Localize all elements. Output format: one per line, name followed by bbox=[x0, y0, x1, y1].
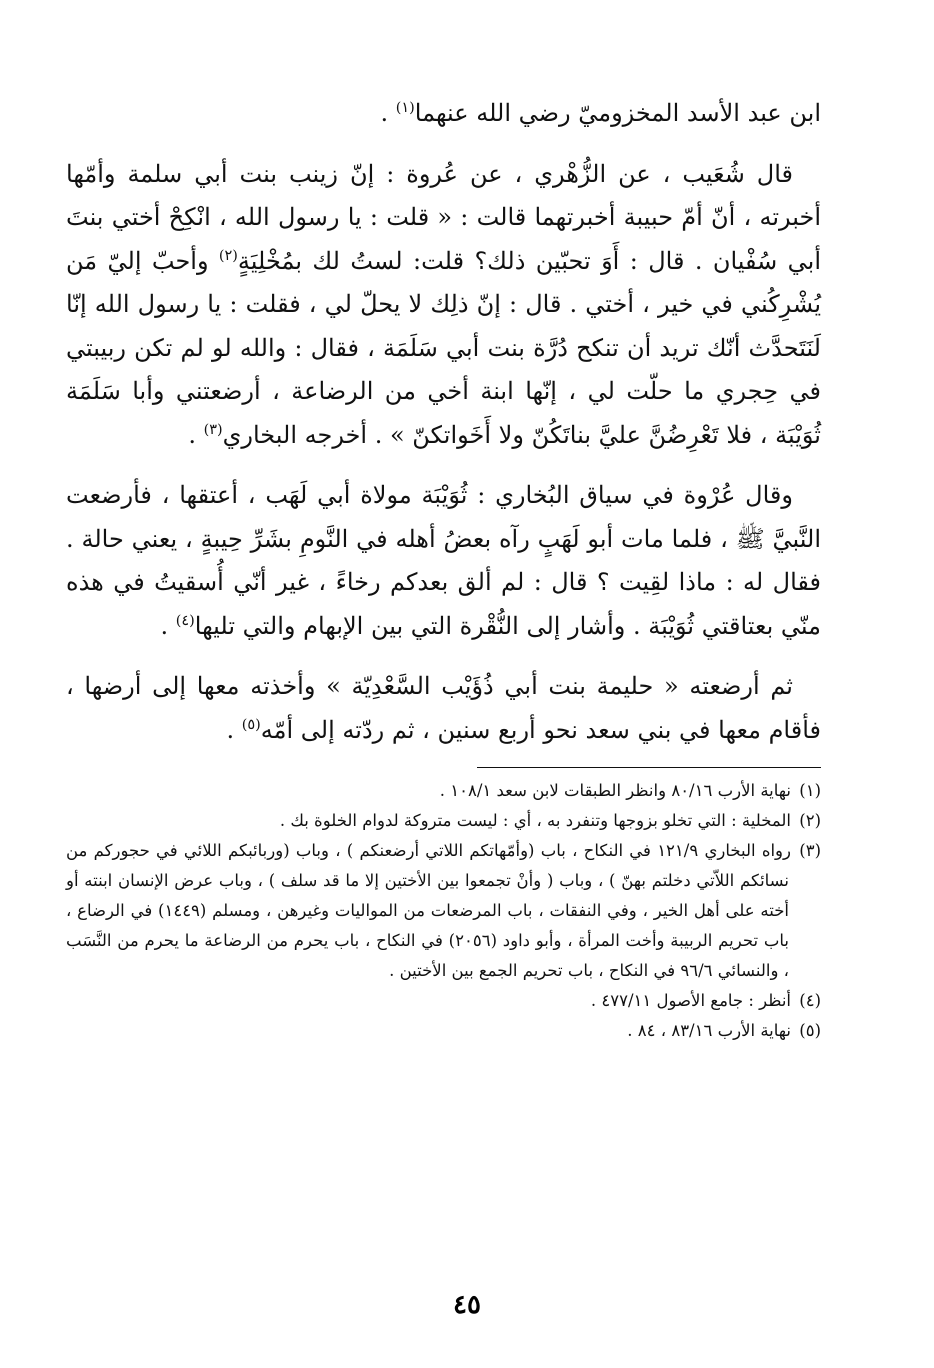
footnote bbox=[66, 836, 821, 986]
footnotes bbox=[66, 776, 821, 1046]
footnote-number: (٥) bbox=[799, 1021, 821, 1040]
footnote-reference[interactable]: (٣) bbox=[203, 421, 223, 438]
footnote bbox=[66, 806, 821, 836]
paragraph bbox=[66, 474, 821, 648]
paragraph-text: ابن عبد الأسد المخزوميّ رضي الله عنهما bbox=[414, 99, 821, 127]
paragraph-text: قال شُعَيب ، عن الزُّهْري ، عن عُروة : إنّ زينب بنت أبي سلمة وأمّها أخبرته ، أنّ أمّ حبيبة أخبرتهما قالت : « قلت : يا رسول الله ، انْكِحْ أختي بنتَ أبي سُفْيان . قال : أَوَ تحبّين ذلك؟ قلت: لستُ لك بمُخْلِيَةٍ bbox=[66, 159, 821, 275]
footnote-text: المخلية : التي تخلو بزوجها وتنفرد به ، أي : ليست متروكة لدوام الخلوة بك . bbox=[279, 811, 791, 830]
footnote-number: (١) bbox=[799, 781, 821, 800]
paragraph-text: . bbox=[226, 715, 242, 744]
footnote-separator bbox=[477, 767, 821, 768]
footnote-reference[interactable]: (١) bbox=[395, 100, 415, 116]
footnote bbox=[66, 776, 821, 806]
footnote-text: نهاية الأرب ٨٠/١٦ وانظر الطبقات لابن سعد ١٠٨/١ . bbox=[439, 781, 791, 800]
footnote-reference[interactable]: (٤) bbox=[175, 612, 195, 629]
paragraph-text: وقال عُرْوة في سياق البُخاري : ثُوَيْبَة مولاة أبي لَهَب ، أعتقها ، فأرضعت النَّبيَّ ﷺ ، فلما مات أبو لَهَبٍ رآه بعضُ أهله في النَّومِ بشَرِّ حِيبةٍ ، يعني حالة . فقال له : ماذا لقِيت ؟ قال : لم ألق بعدكم رخاءً ، غير أنّي أُسقيتُ في هذه منّي بعتاقتي ثُوَيْبَة . وأشار إلى النُّقْرة التي بين الإبهام والتي تليها bbox=[66, 481, 821, 640]
paragraph-text: . bbox=[380, 99, 396, 127]
footnote bbox=[66, 1016, 821, 1046]
footnote bbox=[66, 986, 821, 1016]
paragraph-text: وأحبّ إليّ مَن يُشْرِكُني في خير ، أختي . قال : إنّ ذلِك لا يحلّ لي ، فقلت : يا رسول الله إنّا لَنَتَحدَّث أنّك تريد أن تنكح دُرَّة بنت أبي سَلَمَة ، فقال : والله لو لم تكن ربيبتي في حِجري ما حلّت لي ، إنّها ابنة أخي من الرضاعة ، أرضعتني وأبا سَلَمَة ثُوَيْبَة ، فلا تَعْرِضُنَّ عليَّ بناتَكُنّ ولا أَخَواتكنّ » . أخرجه البخاري bbox=[66, 246, 821, 449]
paragraph bbox=[66, 92, 821, 136]
paragraph-text: ثم أرضعته « حليمة بنت أبي ذُؤَيْب السَّعْدِيّة » وأخذته معها إلى أرضها ، فأقام معها في بني سعد نحو أربع سنين ، ثم ردّته إلى أمّه bbox=[66, 672, 821, 744]
page-number: ٤٥ bbox=[453, 1290, 481, 1320]
footnote-number: (٣) bbox=[799, 841, 821, 860]
footnote-text: نهاية الأرب ٨٣/١٦ ، ٨٤ . bbox=[627, 1021, 791, 1040]
paragraph-text: . bbox=[160, 611, 176, 640]
paragraph bbox=[66, 665, 821, 752]
page-content bbox=[66, 92, 821, 1046]
paragraph-text: . bbox=[188, 420, 204, 449]
footnote-text: رواه البخاري ١٢١/٩ في النكاح ، باب (وأمّهاتكم اللاتي أرضعنكم ) ، وباب (وربائبكم اللائي في حجوركم من نسائكم اللاّتي دخلتم بهنّ ) ، وباب ( وأنْ تجمعوا بين الأختين إلا ما قد سلف ) ، وباب عرض الإنسان ابنته أو أخته على أهل الخير ، وفي النفقات ، باب المرضعات من المواليات وغيرهن ، ومسلم (١٤٤٩) في الرضاع ، باب تحريم الربيبة وأخت المرأة ، وأبو داود (٢٠٥٦) في النكاح ، باب يحرم من الرضاعة ما يحرم من النَّسَب ، والنسائي ٩٦/٦ في النكاح ، باب تحريم الجمع بين الأختين . bbox=[66, 841, 791, 980]
main-text bbox=[66, 92, 821, 752]
footnote-reference[interactable]: (٥) bbox=[241, 716, 261, 733]
paragraph bbox=[66, 153, 821, 458]
footnote-number: (٤) bbox=[799, 991, 821, 1010]
footnote-text: أنظر : جامع الأصول ٤٧٧/١١ . bbox=[590, 991, 791, 1010]
footnote-reference[interactable]: (٢) bbox=[218, 247, 238, 264]
footnote-number: (٢) bbox=[799, 811, 821, 830]
